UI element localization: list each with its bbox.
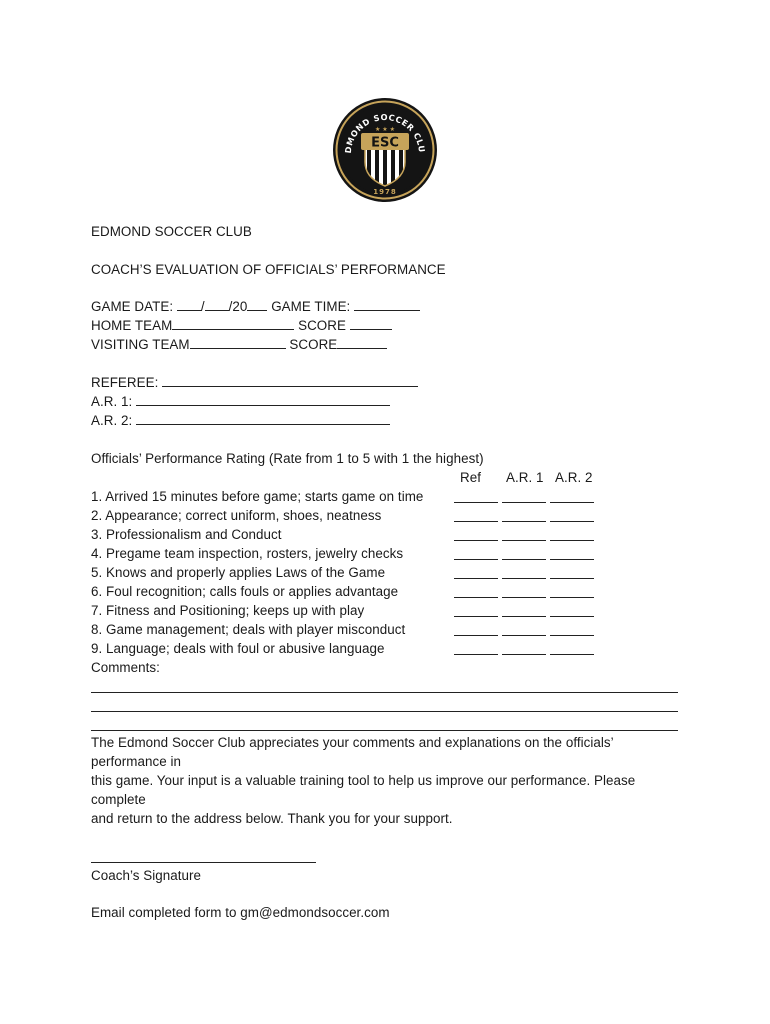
date-year-field[interactable]	[247, 299, 267, 311]
rating-item-label: 7. Fitness and Positioning; keeps up with play	[91, 603, 365, 618]
game-date-label: GAME DATE:	[91, 299, 174, 314]
closing-line-5: and return to the address below. Thank you for your support.	[91, 811, 453, 826]
column-header-ar2: A.R. 2	[555, 470, 593, 485]
visiting-team-field[interactable]	[190, 337, 286, 349]
referee-label: REFEREE:	[91, 375, 159, 390]
ar1-row	[91, 393, 390, 410]
ar1-field[interactable]	[136, 394, 390, 406]
rating-field-ar2[interactable]	[550, 521, 594, 522]
rating-field-ar2[interactable]	[550, 578, 594, 579]
rating-field-ar1[interactable]	[502, 502, 546, 503]
rating-field-ref[interactable]	[454, 597, 498, 598]
rating-item-label: 6. Foul recognition; calls fouls or applies advantage	[91, 584, 399, 599]
ar2-field[interactable]	[136, 413, 390, 425]
visiting-team-label: VISITING TEAM	[91, 337, 190, 352]
game-date-row	[91, 298, 420, 315]
ar2-row	[91, 412, 390, 429]
closing-line-4: complete	[91, 792, 146, 807]
home-score-label: SCORE	[298, 318, 346, 333]
rating-field-ar1[interactable]	[502, 654, 546, 655]
rating-item-label: 4. Pregame team inspection, rosters, jewelry checks	[91, 546, 404, 561]
rating-item-label: 5. Knows and properly applies Laws of the Game	[91, 565, 386, 580]
rating-field-ar2[interactable]	[550, 502, 594, 503]
rating-field-ref[interactable]	[454, 654, 498, 655]
rating-field-ref[interactable]	[454, 616, 498, 617]
referee-row	[91, 374, 418, 391]
comments-label: Comments:	[91, 660, 160, 675]
date-year-prefix: /20	[228, 299, 248, 314]
rating-field-ar2[interactable]	[550, 540, 594, 541]
club-name: EDMOND SOCCER CLUB	[91, 224, 252, 239]
date-day-field[interactable]	[205, 299, 229, 311]
rating-field-ref[interactable]	[454, 521, 498, 522]
rating-field-ref[interactable]	[454, 559, 498, 560]
home-team-label: HOME TEAM	[91, 318, 173, 333]
comments-line-1[interactable]	[91, 692, 678, 693]
visiting-team-row	[91, 336, 387, 353]
rating-field-ref[interactable]	[454, 540, 498, 541]
email-instruction: Email completed form to gm@edmondsoccer.com	[91, 905, 390, 920]
comments-line-2[interactable]	[91, 711, 678, 712]
rating-field-ar2[interactable]	[550, 654, 594, 655]
rating-field-ar1[interactable]	[502, 616, 546, 617]
rating-field-ar2[interactable]	[550, 559, 594, 560]
form-title: COACH’S EVALUATION OF OFFICIALS’ PERFORMANCE	[91, 262, 446, 277]
rating-heading: Officials’ Performance Rating (Rate from 1 to 5 with 1 the highest)	[91, 451, 484, 466]
home-team-row	[91, 317, 392, 334]
rating-item-label: 3. Professionalism and Conduct	[91, 527, 282, 542]
column-header-ref: Ref	[460, 470, 481, 485]
rating-field-ar1[interactable]	[502, 521, 546, 522]
signature-line[interactable]	[91, 862, 316, 863]
rating-field-ar1[interactable]	[502, 635, 546, 636]
rating-field-ar2[interactable]	[550, 635, 594, 636]
rating-item-label: 9. Language; deals with foul or abusive language	[91, 641, 385, 656]
home-team-field[interactable]	[172, 318, 294, 330]
logo-ring-text: DMOND SOCCER CLU	[342, 111, 428, 154]
date-month-field[interactable]	[177, 299, 201, 311]
logo-stars: ★ ★ ★	[375, 126, 395, 133]
rating-item-label: 2. Appearance; correct uniform, shoes, neatness	[91, 508, 382, 523]
column-header-ar1: A.R. 1	[506, 470, 544, 485]
club-logo	[331, 96, 439, 204]
closing-line-2: performance in	[91, 754, 182, 769]
visiting-score-label: SCORE	[289, 337, 338, 352]
rating-field-ar2[interactable]	[550, 597, 594, 598]
rating-field-ref[interactable]	[454, 635, 498, 636]
comments-line-3[interactable]	[91, 730, 678, 731]
rating-field-ref[interactable]	[454, 502, 498, 503]
logo-year: 1978	[373, 188, 397, 196]
signature-label: Coach’s Signature	[91, 868, 202, 883]
rating-field-ar1[interactable]	[502, 578, 546, 579]
rating-field-ar1[interactable]	[502, 559, 546, 560]
date-separator: /	[200, 299, 205, 314]
rating-field-ar1[interactable]	[502, 540, 546, 541]
referee-field[interactable]	[162, 375, 418, 387]
home-score-field[interactable]	[350, 318, 392, 330]
closing-line-1: The Edmond Soccer Club appreciates your comments and explanations on the officials’	[91, 735, 614, 750]
rating-field-ref[interactable]	[454, 578, 498, 579]
closing-line-3: this game. Your input is a valuable training tool to help us improve our performance. Please	[91, 773, 636, 788]
rating-field-ar2[interactable]	[550, 616, 594, 617]
ar1-label: A.R. 1:	[91, 394, 133, 409]
logo-initials: ESC	[371, 135, 399, 151]
rating-item-label: 8. Game management; deals with player misconduct	[91, 622, 406, 637]
ar2-label: A.R. 2:	[91, 413, 133, 428]
game-time-field[interactable]	[354, 299, 420, 311]
rating-item-label: 1. Arrived 15 minutes before game; starts game on time	[91, 489, 424, 504]
game-time-label: GAME TIME:	[271, 299, 351, 314]
visiting-score-field[interactable]	[337, 337, 387, 349]
rating-field-ar1[interactable]	[502, 597, 546, 598]
